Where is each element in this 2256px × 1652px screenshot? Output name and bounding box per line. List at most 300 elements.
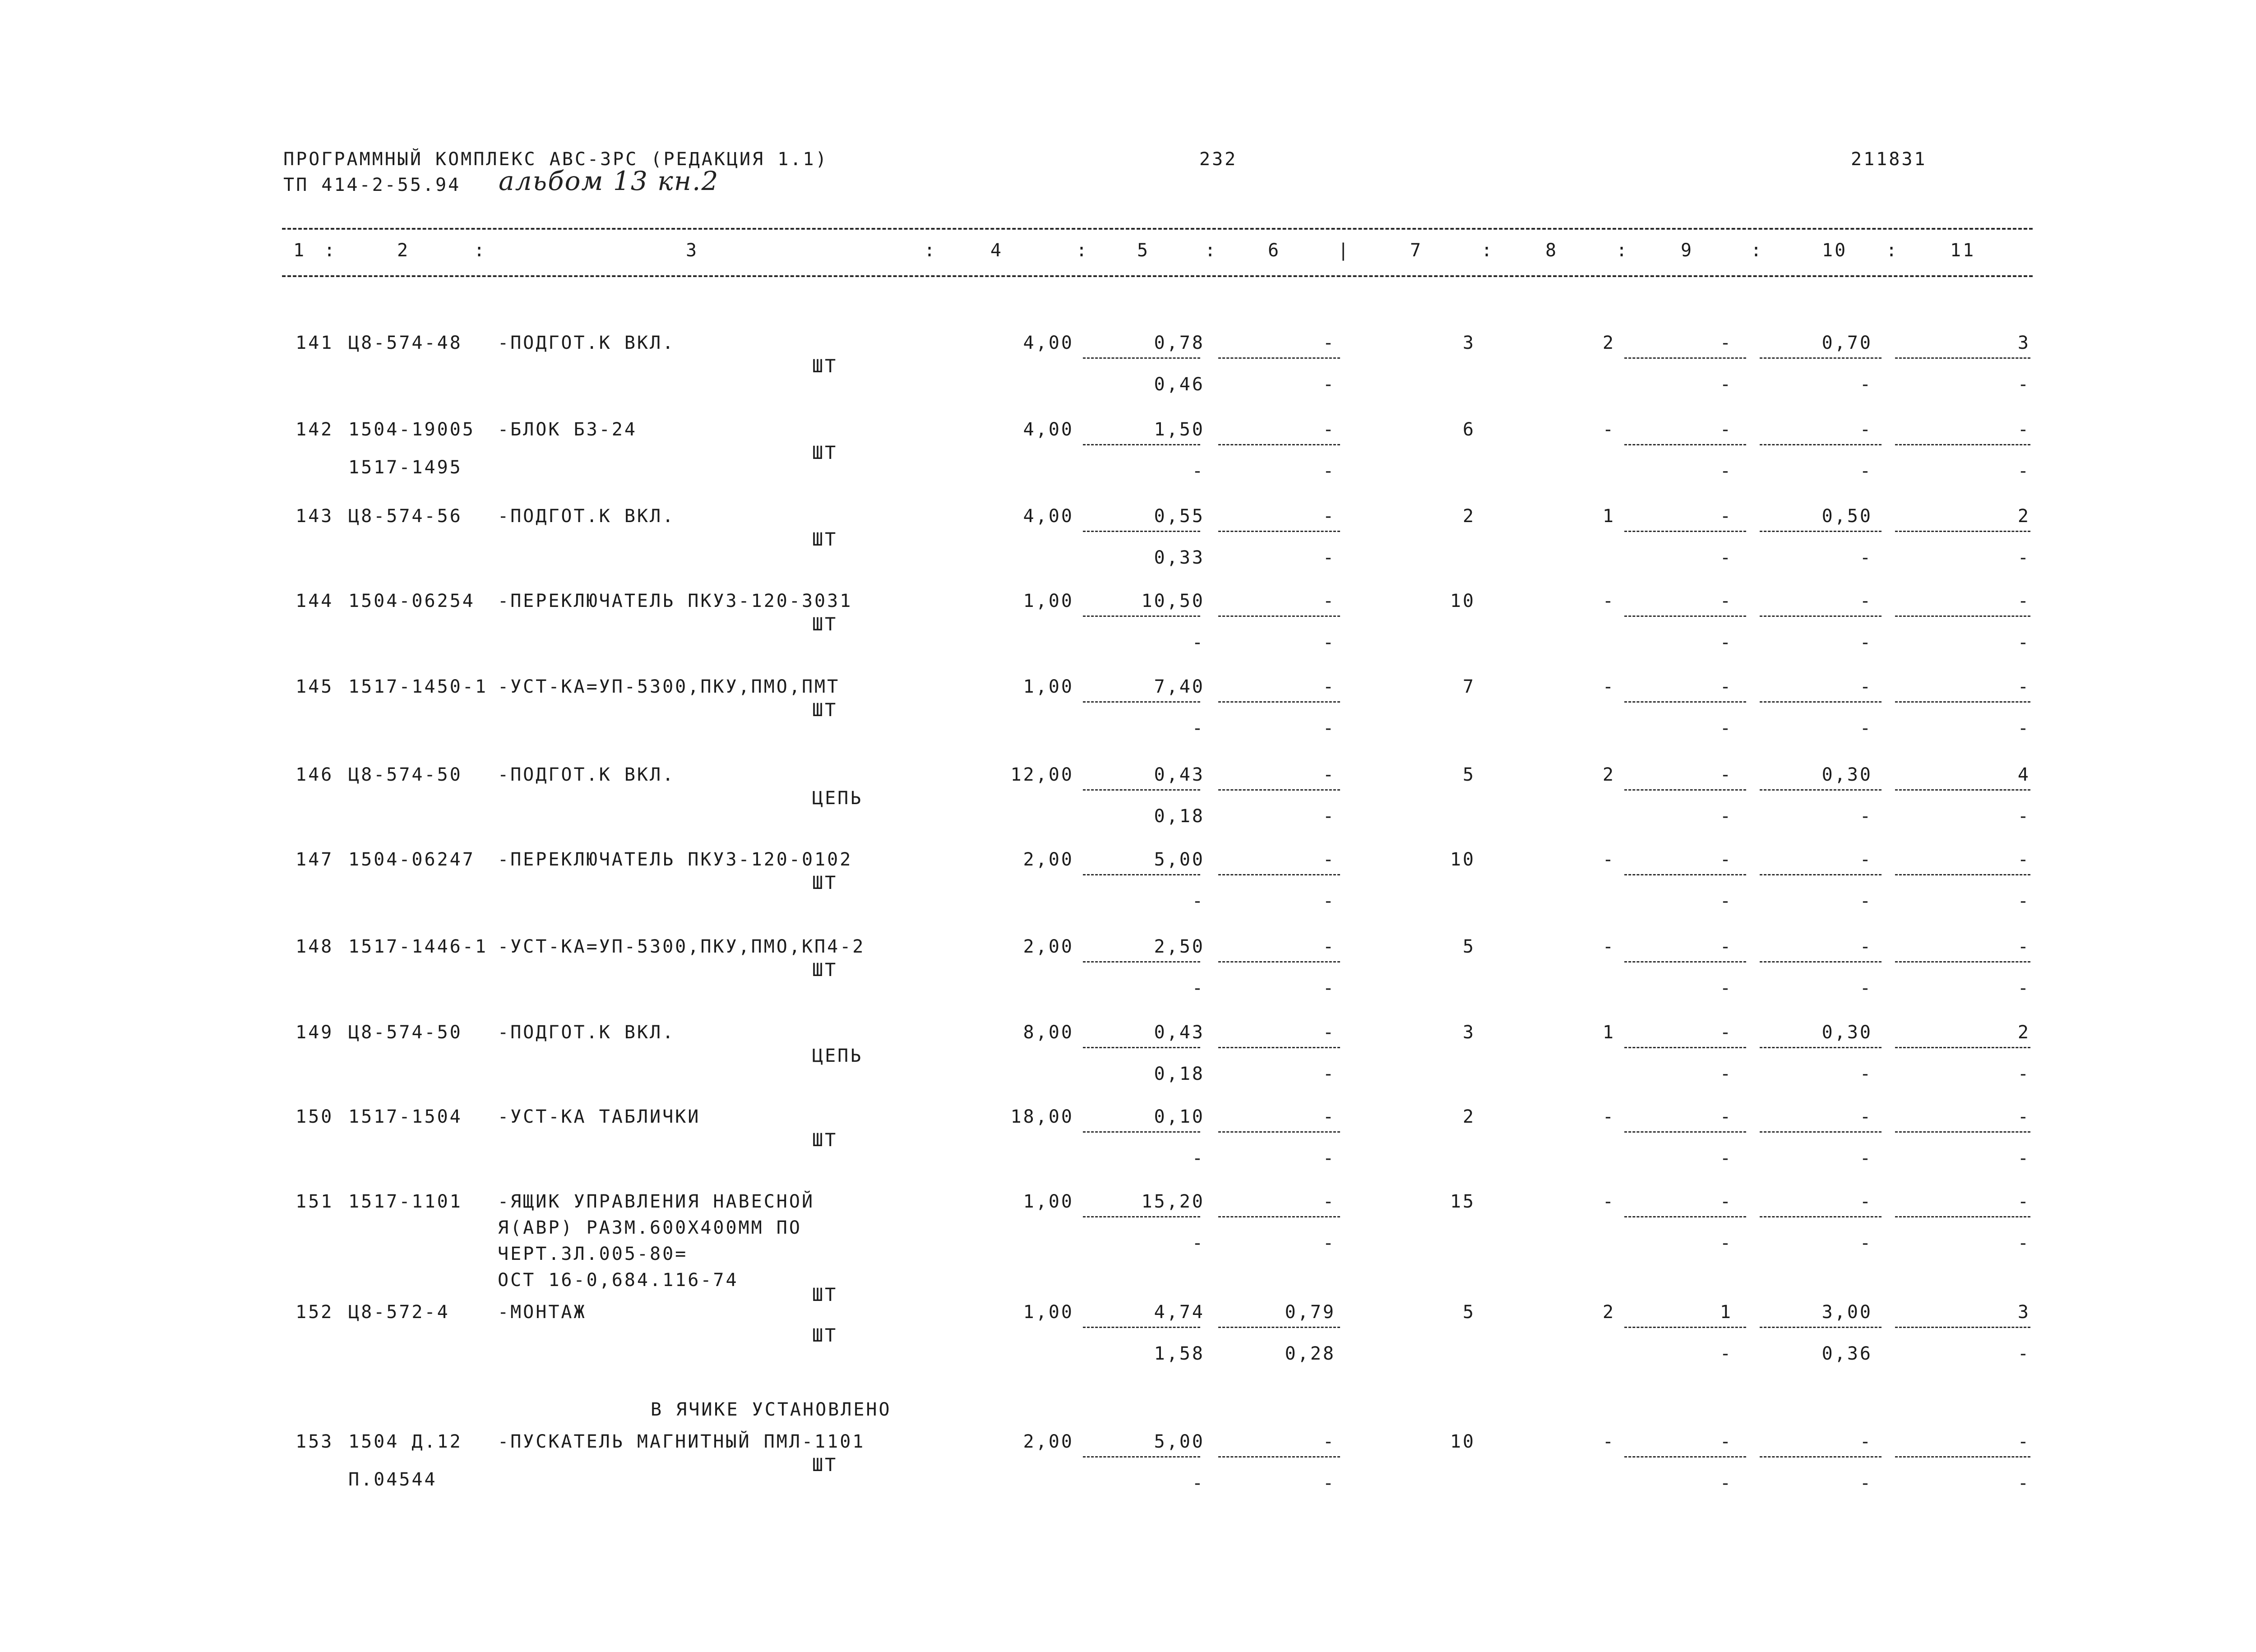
row-col9-top: 1: [1720, 1302, 1733, 1323]
row-col7: 2: [1462, 1106, 1475, 1127]
column-header-7: :: [1076, 240, 1089, 261]
col6-divider: [1218, 1456, 1340, 1458]
row-col10-bottom: -: [1859, 1233, 1872, 1254]
col6-divider: [1218, 1327, 1340, 1328]
row-number: 143: [296, 506, 334, 527]
col9-divider: [1624, 874, 1746, 875]
row-col10-bottom: -: [1859, 1148, 1872, 1169]
row-col11-top: -: [2017, 1106, 2030, 1127]
row-col9-bottom: -: [1720, 978, 1733, 999]
row-col6-top: -: [1322, 849, 1336, 870]
row-col11-top: 2: [2017, 506, 2030, 527]
header-top-rule: [282, 228, 2033, 230]
row-description: -ПЕРЕКЛЮЧАТЕЛЬ ПКУ3-120-0102: [498, 849, 853, 870]
row-col9-top: -: [1720, 849, 1733, 870]
row-col9-bottom: -: [1720, 1473, 1733, 1494]
row-col6-bottom: -: [1322, 1148, 1336, 1169]
row-unit: ШТ: [812, 529, 838, 550]
header-bottom-rule: [282, 275, 2033, 277]
col6-divider: [1218, 531, 1340, 532]
col10-divider: [1760, 961, 1882, 963]
col11-divider: [1895, 1327, 2030, 1328]
handwritten-note: альбом 13 кн.2: [499, 166, 719, 196]
row-col11-top: -: [2017, 849, 2030, 870]
column-header-10: 6: [1268, 240, 1281, 261]
row-col9-top: -: [1720, 936, 1733, 957]
row-quantity: 8,00: [1023, 1022, 1074, 1043]
row-number: 149: [296, 1022, 334, 1043]
col6-divider: [1218, 357, 1340, 359]
row-col11-bottom: -: [2017, 1233, 2030, 1254]
row-col5-top: 4,74: [1154, 1302, 1205, 1323]
row-col5-bottom: -: [1192, 978, 1205, 999]
row-col11-top: 3: [2017, 333, 2030, 353]
col6-divider: [1218, 1131, 1340, 1133]
row-col10-bottom: 0,36: [1821, 1343, 1872, 1364]
row-unit: ШТ: [812, 614, 838, 635]
row-description: -ПЕРЕКЛЮЧАТЕЛЬ ПКУ3-120-3031: [498, 591, 853, 611]
row-col9-top: -: [1720, 764, 1733, 785]
row-col9-top: -: [1720, 1022, 1733, 1043]
row-unit: ШТ: [812, 873, 838, 893]
row-col10-top: -: [1859, 419, 1872, 440]
col5-divider: [1083, 701, 1200, 703]
column-header-2: 2: [397, 240, 410, 261]
col6-divider: [1218, 961, 1340, 963]
row-col5-top: 0,43: [1154, 1022, 1205, 1043]
row-col5-top: 0,55: [1154, 506, 1205, 527]
row-col11-bottom: -: [2017, 1473, 2030, 1494]
row-col5-top: 10,50: [1141, 591, 1205, 611]
row-code-secondary: 1517-1495: [348, 457, 462, 478]
row-col6-top: 0,79: [1285, 1302, 1336, 1323]
row-col10-top: -: [1859, 849, 1872, 870]
row-col10-top: -: [1859, 591, 1872, 611]
row-col10-bottom: -: [1859, 632, 1872, 653]
row-col11-bottom: -: [2017, 1343, 2030, 1364]
column-header-5: :: [924, 240, 937, 261]
row-col6-bottom: -: [1322, 461, 1336, 481]
row-col8: -: [1602, 936, 1615, 957]
col10-divider: [1760, 1216, 1882, 1217]
row-number: 146: [296, 764, 334, 785]
row-description: -УСТ-КА=УП-5300,ПКУ,ПМО,ПМТ: [498, 676, 840, 697]
row-unit: ШТ: [812, 1455, 838, 1476]
row-col11-bottom: -: [2017, 978, 2030, 999]
row-col9-top: -: [1720, 419, 1733, 440]
row-col10-bottom: -: [1859, 978, 1872, 999]
row-col10-bottom: -: [1859, 1473, 1872, 1494]
row-col8: -: [1602, 419, 1615, 440]
col5-divider: [1083, 1327, 1200, 1328]
col5-divider: [1083, 357, 1200, 359]
row-quantity: 2,00: [1023, 936, 1074, 957]
row-code: 1517-1504: [348, 1106, 462, 1127]
row-col9-top: -: [1720, 506, 1733, 527]
row-unit: ШТ: [812, 356, 838, 377]
row-col5-top: 7,40: [1154, 676, 1205, 697]
col9-divider: [1624, 961, 1746, 963]
row-col10-bottom: -: [1859, 1064, 1872, 1084]
column-header-11: |: [1338, 240, 1351, 261]
column-header-9: :: [1205, 240, 1218, 261]
col9-divider: [1624, 357, 1746, 359]
column-header-3: :: [474, 240, 487, 261]
col9-divider: [1624, 1047, 1746, 1048]
row-col8: -: [1602, 1431, 1615, 1452]
section-note: В ЯЧИКЕ УСТАНОВЛЕНО: [651, 1399, 892, 1420]
row-col5-top: 1,50: [1154, 419, 1205, 440]
row-col10-top: -: [1859, 1191, 1872, 1212]
row-col11-top: -: [2017, 676, 2030, 697]
row-number: 142: [296, 419, 334, 440]
row-unit: ШТ: [812, 1325, 838, 1346]
col9-divider: [1624, 1131, 1746, 1133]
row-col9-bottom: -: [1720, 461, 1733, 481]
row-col11-top: -: [2017, 1191, 2030, 1212]
row-unit: ЦЕПЬ: [812, 1046, 863, 1066]
row-col10-bottom: -: [1859, 547, 1872, 568]
row-col5-top: 0,10: [1154, 1106, 1205, 1127]
row-description: ЧЕРТ.ЗЛ.005-80=: [498, 1244, 688, 1264]
row-col7: 2: [1462, 506, 1475, 527]
row-col8: 2: [1602, 1302, 1615, 1323]
row-quantity: 1,00: [1023, 1191, 1074, 1212]
row-col9-bottom: -: [1720, 1233, 1733, 1254]
row-col10-top: 0,30: [1821, 1022, 1872, 1043]
col10-divider: [1760, 444, 1882, 445]
row-quantity: 4,00: [1023, 506, 1074, 527]
col10-divider: [1760, 1047, 1882, 1048]
row-col10-top: -: [1859, 936, 1872, 957]
col6-divider: [1218, 701, 1340, 703]
row-quantity: 2,00: [1023, 1431, 1074, 1452]
row-col6-bottom: -: [1322, 632, 1336, 653]
row-col5-bottom: 0,46: [1154, 374, 1205, 395]
col11-divider: [1895, 1131, 2030, 1133]
row-col5-bottom: -: [1192, 1148, 1205, 1169]
col5-divider: [1083, 615, 1200, 617]
row-quantity: 4,00: [1023, 333, 1074, 353]
col6-divider: [1218, 1047, 1340, 1048]
col11-divider: [1895, 874, 2030, 875]
col5-divider: [1083, 444, 1200, 445]
col5-divider: [1083, 1216, 1200, 1217]
row-col6-top: -: [1322, 936, 1336, 957]
row-code: 1517-1446-1: [348, 936, 488, 957]
row-col10-top: 0,30: [1821, 764, 1872, 785]
row-col8: -: [1602, 591, 1615, 611]
col10-divider: [1760, 1131, 1882, 1133]
row-unit: ШТ: [812, 1130, 838, 1151]
row-code: 1504-06254: [348, 591, 475, 611]
row-col11-top: -: [2017, 419, 2030, 440]
col9-divider: [1624, 1216, 1746, 1217]
row-col6-bottom: -: [1322, 978, 1336, 999]
row-number: 141: [296, 333, 334, 353]
project-number: ТП 414-2-55.94: [283, 175, 461, 195]
row-col11-top: 2: [2017, 1022, 2030, 1043]
row-quantity: 1,00: [1023, 1302, 1074, 1323]
row-col10-top: -: [1859, 1431, 1872, 1452]
column-header-1: :: [324, 240, 337, 261]
col11-divider: [1895, 357, 2030, 359]
col11-divider: [1895, 1047, 2030, 1048]
row-col9-bottom: -: [1720, 1064, 1733, 1084]
row-unit: ШТ: [812, 960, 838, 981]
col10-divider: [1760, 357, 1882, 359]
col6-divider: [1218, 615, 1340, 617]
row-col7: 5: [1462, 764, 1475, 785]
column-header-17: :: [1751, 240, 1764, 261]
col9-divider: [1624, 1327, 1746, 1328]
row-unit: ШТ: [812, 700, 838, 721]
row-col11-bottom: -: [2017, 806, 2030, 827]
column-header-8: 5: [1137, 240, 1150, 261]
row-number: 150: [296, 1106, 334, 1127]
row-description: ОСТ 16-0,684.116-74: [498, 1270, 739, 1291]
row-col9-bottom: -: [1720, 891, 1733, 912]
col10-divider: [1760, 874, 1882, 875]
row-col10-bottom: -: [1859, 461, 1872, 481]
row-col9-bottom: -: [1720, 1343, 1733, 1364]
row-col7: 10: [1450, 591, 1475, 611]
col11-divider: [1895, 1456, 2030, 1458]
row-col9-top: -: [1720, 333, 1733, 353]
row-col5-bottom: -: [1192, 461, 1205, 481]
row-code: 1517-1101: [348, 1191, 462, 1212]
col9-divider: [1624, 789, 1746, 791]
col6-divider: [1218, 874, 1340, 875]
row-col10-top: 0,50: [1821, 506, 1872, 527]
row-quantity: 1,00: [1023, 591, 1074, 611]
row-col6-bottom: -: [1322, 806, 1336, 827]
row-quantity: 2,00: [1023, 849, 1074, 870]
row-code-secondary: П.04544: [348, 1469, 437, 1490]
row-description: -УСТ-КА ТАБЛИЧКИ: [498, 1106, 701, 1127]
row-col11-top: -: [2017, 1431, 2030, 1452]
row-col5-top: 2,50: [1154, 936, 1205, 957]
row-description: -МОНТАЖ: [498, 1302, 587, 1323]
row-col8: 1: [1602, 1022, 1615, 1043]
row-number: 153: [296, 1431, 334, 1452]
row-code: Ц8-574-50: [348, 1022, 462, 1043]
col5-divider: [1083, 874, 1200, 875]
row-description: -ЯЩИК УПРАВЛЕНИЯ НАВЕСНОЙ: [498, 1191, 815, 1212]
row-description: -БЛОК БЗ-24: [498, 419, 637, 440]
row-col6-bottom: -: [1322, 1473, 1336, 1494]
col9-divider: [1624, 1456, 1746, 1458]
row-code: 1504-06247: [348, 849, 475, 870]
row-col11-bottom: -: [2017, 891, 2030, 912]
row-col5-bottom: -: [1192, 1473, 1205, 1494]
program-title: ПРОГРАММНЫЙ КОМПЛЕКС АВС-3РС (РЕДАКЦИЯ 1.1): [283, 149, 828, 170]
page-number: 232: [1199, 149, 1238, 170]
col9-divider: [1624, 531, 1746, 532]
row-code: 1504 Д.12: [348, 1431, 462, 1452]
column-header-14: 8: [1545, 240, 1558, 261]
column-header-0: 1: [293, 240, 306, 261]
col9-divider: [1624, 444, 1746, 445]
col9-divider: [1624, 615, 1746, 617]
col10-divider: [1760, 531, 1882, 532]
row-col5-bottom: 0,33: [1154, 547, 1205, 568]
row-col6-bottom: -: [1322, 1064, 1336, 1084]
col5-divider: [1083, 961, 1200, 963]
row-col6-top: -: [1322, 1431, 1336, 1452]
column-header-15: :: [1616, 240, 1629, 261]
row-col11-top: -: [2017, 591, 2030, 611]
col10-divider: [1760, 1327, 1882, 1328]
col10-divider: [1760, 789, 1882, 791]
row-quantity: 4,00: [1023, 419, 1074, 440]
row-col6-top: -: [1322, 506, 1336, 527]
row-col5-bottom: 0,18: [1154, 806, 1205, 827]
col10-divider: [1760, 1456, 1882, 1458]
row-col6-bottom: 0,28: [1285, 1343, 1336, 1364]
row-col11-bottom: -: [2017, 718, 2030, 739]
row-col7: 15: [1450, 1191, 1475, 1212]
row-col7: 10: [1450, 1431, 1475, 1452]
column-header-13: :: [1481, 240, 1494, 261]
row-col5-top: 15,20: [1141, 1191, 1205, 1212]
column-header-19: :: [1886, 240, 1899, 261]
col11-divider: [1895, 1216, 2030, 1217]
row-description: -УСТ-КА=УП-5300,ПКУ,ПМО,КП4-2: [498, 936, 865, 957]
row-col9-top: -: [1720, 1106, 1733, 1127]
row-col8: -: [1602, 676, 1615, 697]
row-number: 144: [296, 591, 334, 611]
row-col5-top: 0,78: [1154, 333, 1205, 353]
row-col6-top: -: [1322, 764, 1336, 785]
col5-divider: [1083, 1456, 1200, 1458]
row-code: Ц8-574-50: [348, 764, 462, 785]
row-col5-bottom: -: [1192, 891, 1205, 912]
row-col9-bottom: -: [1720, 374, 1733, 395]
row-col9-top: -: [1720, 1191, 1733, 1212]
row-quantity: 12,00: [1010, 764, 1074, 785]
row-col6-bottom: -: [1322, 547, 1336, 568]
row-quantity: 18,00: [1010, 1106, 1074, 1127]
row-col5-top: 5,00: [1154, 1431, 1205, 1452]
row-col7: 3: [1462, 1022, 1475, 1043]
row-code: Ц8-572-4: [348, 1302, 450, 1323]
row-col11-top: 4: [2017, 764, 2030, 785]
column-header-20: 11: [1950, 240, 1976, 261]
row-col5-top: 5,00: [1154, 849, 1205, 870]
row-col6-bottom: -: [1322, 1233, 1336, 1254]
row-col7: 10: [1450, 849, 1475, 870]
row-col11-top: 3: [2017, 1302, 2030, 1323]
col10-divider: [1760, 615, 1882, 617]
row-col10-top: -: [1859, 1106, 1872, 1127]
column-header-18: 10: [1822, 240, 1848, 261]
col11-divider: [1895, 701, 2030, 703]
row-col6-top: -: [1322, 1191, 1336, 1212]
row-col9-bottom: -: [1720, 547, 1733, 568]
col11-divider: [1895, 961, 2030, 963]
row-col9-bottom: -: [1720, 718, 1733, 739]
row-col5-bottom: -: [1192, 718, 1205, 739]
col6-divider: [1218, 444, 1340, 445]
row-col7: 3: [1462, 333, 1475, 353]
row-col10-top: 3,00: [1821, 1302, 1872, 1323]
row-description: -ПОДГОТ.К ВКЛ.: [498, 1022, 675, 1043]
row-col7: 5: [1462, 936, 1475, 957]
row-col11-bottom: -: [2017, 1064, 2030, 1084]
row-code: 1517-1450-1: [348, 676, 488, 697]
row-col9-bottom: -: [1720, 632, 1733, 653]
row-description: -ПОДГОТ.К ВКЛ.: [498, 506, 675, 527]
row-col11-bottom: -: [2017, 632, 2030, 653]
col5-divider: [1083, 1131, 1200, 1133]
row-code: Ц8-574-56: [348, 506, 462, 527]
row-col7: 5: [1462, 1302, 1475, 1323]
row-col6-top: -: [1322, 419, 1336, 440]
document-number: 211831: [1851, 149, 1927, 170]
col11-divider: [1895, 531, 2030, 532]
row-col7: 6: [1462, 419, 1475, 440]
row-number: 145: [296, 676, 334, 697]
col6-divider: [1218, 789, 1340, 791]
row-col8: -: [1602, 849, 1615, 870]
row-col6-top: -: [1322, 676, 1336, 697]
col5-divider: [1083, 1047, 1200, 1048]
row-col10-bottom: -: [1859, 718, 1872, 739]
row-description: -ПОДГОТ.К ВКЛ.: [498, 333, 675, 353]
row-description: Я(АВР) РАЗМ.600Х400ММ ПО: [498, 1217, 802, 1238]
row-code: Ц8-574-48: [348, 333, 462, 353]
row-col6-top: -: [1322, 1022, 1336, 1043]
row-unit: ЦЕПЬ: [812, 788, 863, 809]
row-col10-top: -: [1859, 676, 1872, 697]
column-header-16: 9: [1681, 240, 1694, 261]
column-header-12: 7: [1410, 240, 1423, 261]
row-number: 152: [296, 1302, 334, 1323]
row-col8: 2: [1602, 764, 1615, 785]
row-col8: 2: [1602, 333, 1615, 353]
row-col11-bottom: -: [2017, 461, 2030, 481]
row-col9-bottom: -: [1720, 806, 1733, 827]
col11-divider: [1895, 615, 2030, 617]
row-col5-bottom: 0,18: [1154, 1064, 1205, 1084]
row-number: 147: [296, 849, 334, 870]
col5-divider: [1083, 531, 1200, 532]
row-number: 148: [296, 936, 334, 957]
row-col10-bottom: -: [1859, 806, 1872, 827]
row-col9-top: -: [1720, 1431, 1733, 1452]
row-number: 151: [296, 1191, 334, 1212]
row-col6-top: -: [1322, 333, 1336, 353]
row-col8: -: [1602, 1191, 1615, 1212]
row-description: -ПОДГОТ.К ВКЛ.: [498, 764, 675, 785]
row-col5-bottom: -: [1192, 1233, 1205, 1254]
row-col6-top: -: [1322, 1106, 1336, 1127]
row-description: -ПУСКАТЕЛЬ МАГНИТНЫЙ ПМЛ-1101: [498, 1431, 865, 1452]
col9-divider: [1624, 701, 1746, 703]
row-code: 1504-19005: [348, 419, 475, 440]
row-col10-bottom: -: [1859, 891, 1872, 912]
row-quantity: 1,00: [1023, 676, 1074, 697]
row-col5-bottom: -: [1192, 632, 1205, 653]
row-col9-top: -: [1720, 676, 1733, 697]
row-col7: 7: [1462, 676, 1475, 697]
row-col11-bottom: -: [2017, 1148, 2030, 1169]
row-col8: 1: [1602, 506, 1615, 527]
row-col11-bottom: -: [2017, 374, 2030, 395]
row-col6-bottom: -: [1322, 718, 1336, 739]
row-col9-top: -: [1720, 591, 1733, 611]
